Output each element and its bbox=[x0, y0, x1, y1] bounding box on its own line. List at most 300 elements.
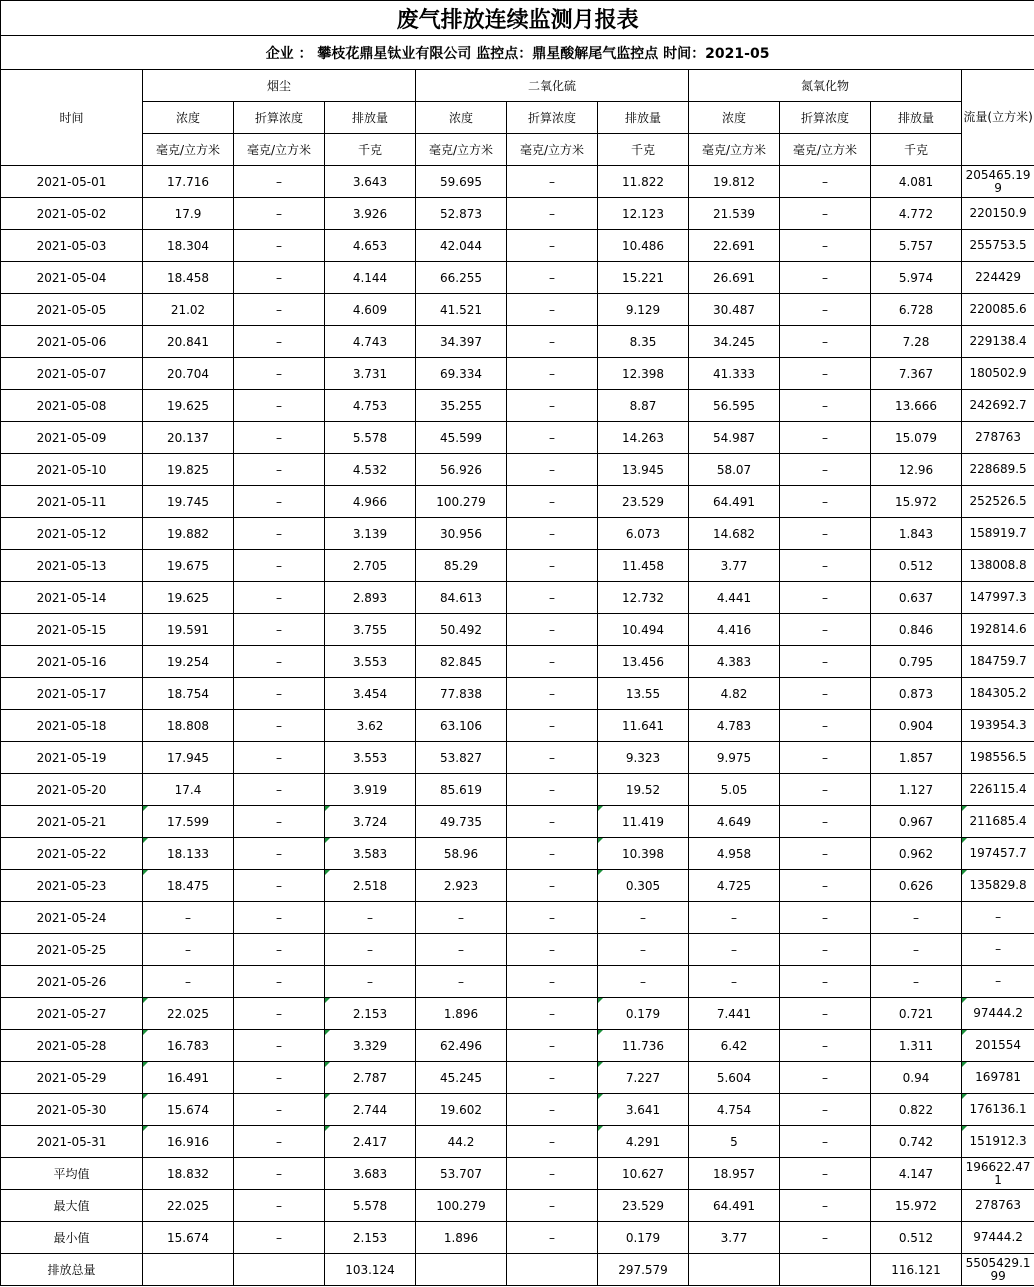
row-label-cell: 2021-05-19 bbox=[1, 742, 143, 774]
value-cell: – bbox=[507, 1158, 598, 1190]
value-cell: 15.221 bbox=[598, 262, 689, 294]
value-cell: – bbox=[780, 1094, 871, 1126]
value-cell: 4.147 bbox=[871, 1158, 962, 1190]
value-cell: 0.822 bbox=[871, 1094, 962, 1126]
value-cell: 0.94 bbox=[871, 1062, 962, 1094]
value-cell: 10.627 bbox=[598, 1158, 689, 1190]
value-cell: 4.441 bbox=[689, 582, 780, 614]
row-label-cell: 2021-05-11 bbox=[1, 486, 143, 518]
value-cell: – bbox=[507, 1062, 598, 1094]
row-label-cell: 2021-05-29 bbox=[1, 1062, 143, 1094]
value-cell: 3.77 bbox=[689, 1222, 780, 1254]
group-header-dust: 烟尘 bbox=[143, 70, 416, 102]
value-cell: 22.025 bbox=[143, 998, 234, 1030]
sub-header: 浓度 bbox=[143, 102, 234, 134]
row-label-cell: 2021-05-12 bbox=[1, 518, 143, 550]
value-cell: – bbox=[234, 838, 325, 870]
value-cell: 18.754 bbox=[143, 678, 234, 710]
value-cell: 19.625 bbox=[143, 582, 234, 614]
value-cell: 20.137 bbox=[143, 422, 234, 454]
value-cell: – bbox=[780, 934, 871, 966]
row-label-cell: 2021-05-06 bbox=[1, 326, 143, 358]
row-label-cell: 2021-05-25 bbox=[1, 934, 143, 966]
value-cell: – bbox=[507, 902, 598, 934]
value-cell: 9.975 bbox=[689, 742, 780, 774]
value-cell: 12.398 bbox=[598, 358, 689, 390]
value-cell: 228689.5 bbox=[962, 454, 1034, 486]
value-cell: 224429 bbox=[962, 262, 1034, 294]
table-row bbox=[1, 678, 1034, 710]
value-cell: 23.529 bbox=[598, 486, 689, 518]
table-row bbox=[1, 230, 1034, 262]
value-cell: 77.838 bbox=[416, 678, 507, 710]
value-cell: 138008.8 bbox=[962, 550, 1034, 582]
value-cell: 15.972 bbox=[871, 486, 962, 518]
sub-header: 排放量 bbox=[871, 102, 962, 134]
value-cell: – bbox=[780, 1030, 871, 1062]
value-cell: 0.626 bbox=[871, 870, 962, 902]
value-cell: – bbox=[507, 582, 598, 614]
value-cell: – bbox=[234, 614, 325, 646]
value-cell: 6.073 bbox=[598, 518, 689, 550]
value-cell: 26.691 bbox=[689, 262, 780, 294]
value-cell: 4.081 bbox=[871, 166, 962, 198]
value-cell: 49.735 bbox=[416, 806, 507, 838]
table-row bbox=[1, 1094, 1034, 1126]
table-row bbox=[1, 390, 1034, 422]
unit-header: 毫克/立方米 bbox=[689, 134, 780, 166]
value-cell: 56.926 bbox=[416, 454, 507, 486]
value-cell: – bbox=[780, 486, 871, 518]
table-row bbox=[1, 262, 1034, 294]
value-cell: 3.77 bbox=[689, 550, 780, 582]
value-cell: 62.496 bbox=[416, 1030, 507, 1062]
value-cell: 5.578 bbox=[325, 422, 416, 454]
value-cell: 211685.4 bbox=[962, 806, 1034, 838]
value-cell: – bbox=[962, 966, 1034, 998]
row-label-cell: 2021-05-30 bbox=[1, 1094, 143, 1126]
value-cell: 0.637 bbox=[871, 582, 962, 614]
table-row bbox=[1, 806, 1034, 838]
value-cell: – bbox=[234, 358, 325, 390]
value-cell: 242692.7 bbox=[962, 390, 1034, 422]
value-cell: 45.599 bbox=[416, 422, 507, 454]
value-cell: – bbox=[507, 326, 598, 358]
value-cell: 1.311 bbox=[871, 1030, 962, 1062]
value-cell: 0.873 bbox=[871, 678, 962, 710]
value-cell: 252526.5 bbox=[962, 486, 1034, 518]
table-row bbox=[1, 838, 1034, 870]
value-cell: 4.82 bbox=[689, 678, 780, 710]
row-label-cell: 2021-05-24 bbox=[1, 902, 143, 934]
row-label-cell: 2021-05-16 bbox=[1, 646, 143, 678]
value-cell bbox=[507, 1254, 598, 1286]
value-cell: 17.4 bbox=[143, 774, 234, 806]
value-cell: 82.845 bbox=[416, 646, 507, 678]
value-cell: – bbox=[234, 1222, 325, 1254]
value-cell: – bbox=[871, 934, 962, 966]
value-cell: – bbox=[689, 966, 780, 998]
table-row bbox=[1, 1190, 1034, 1222]
value-cell: 197457.7 bbox=[962, 838, 1034, 870]
value-cell: 4.966 bbox=[325, 486, 416, 518]
value-cell: – bbox=[689, 902, 780, 934]
sub-header: 排放量 bbox=[598, 102, 689, 134]
value-cell: – bbox=[507, 486, 598, 518]
table-row bbox=[1, 486, 1034, 518]
table-row bbox=[1, 454, 1034, 486]
table-row bbox=[1, 934, 1034, 966]
value-cell: 8.87 bbox=[598, 390, 689, 422]
value-cell: 18.475 bbox=[143, 870, 234, 902]
table-row bbox=[1, 742, 1034, 774]
value-cell: 176136.1 bbox=[962, 1094, 1034, 1126]
unit-header: 毫克/立方米 bbox=[234, 134, 325, 166]
value-cell: – bbox=[234, 582, 325, 614]
value-cell: – bbox=[780, 614, 871, 646]
unit-header: 毫克/立方米 bbox=[507, 134, 598, 166]
value-cell: 11.736 bbox=[598, 1030, 689, 1062]
value-cell: – bbox=[507, 806, 598, 838]
value-cell: – bbox=[780, 774, 871, 806]
row-label-cell: 2021-05-02 bbox=[1, 198, 143, 230]
row-label-cell: 2021-05-20 bbox=[1, 774, 143, 806]
value-cell: – bbox=[234, 294, 325, 326]
value-cell: 11.822 bbox=[598, 166, 689, 198]
value-cell: 19.591 bbox=[143, 614, 234, 646]
value-cell: – bbox=[780, 1222, 871, 1254]
value-cell: 19.825 bbox=[143, 454, 234, 486]
value-cell: 297.579 bbox=[598, 1254, 689, 1286]
value-cell bbox=[416, 1254, 507, 1286]
row-label-cell: 2021-05-18 bbox=[1, 710, 143, 742]
value-cell: – bbox=[780, 262, 871, 294]
value-cell: 4.653 bbox=[325, 230, 416, 262]
table-row bbox=[1, 550, 1034, 582]
value-cell: 5.757 bbox=[871, 230, 962, 262]
value-cell: 3.683 bbox=[325, 1158, 416, 1190]
value-cell: – bbox=[780, 1126, 871, 1158]
value-cell: – bbox=[962, 934, 1034, 966]
value-cell: 85.29 bbox=[416, 550, 507, 582]
value-cell: – bbox=[234, 1094, 325, 1126]
value-cell: 42.044 bbox=[416, 230, 507, 262]
value-cell: – bbox=[871, 902, 962, 934]
value-cell: 1.896 bbox=[416, 998, 507, 1030]
value-cell: 2.518 bbox=[325, 870, 416, 902]
value-cell: 1.857 bbox=[871, 742, 962, 774]
value-cell: 59.695 bbox=[416, 166, 507, 198]
value-cell: 201554 bbox=[962, 1030, 1034, 1062]
table-row bbox=[1, 422, 1034, 454]
value-cell: 220150.9 bbox=[962, 198, 1034, 230]
value-cell: – bbox=[780, 454, 871, 486]
value-cell: – bbox=[234, 326, 325, 358]
value-cell: 20.704 bbox=[143, 358, 234, 390]
value-cell: 18.133 bbox=[143, 838, 234, 870]
value-cell bbox=[689, 1254, 780, 1286]
value-cell: – bbox=[507, 518, 598, 550]
value-cell: 4.754 bbox=[689, 1094, 780, 1126]
value-cell: 34.245 bbox=[689, 326, 780, 358]
value-cell: – bbox=[507, 294, 598, 326]
value-cell: 15.674 bbox=[143, 1094, 234, 1126]
value-cell: 7.367 bbox=[871, 358, 962, 390]
value-cell: 4.783 bbox=[689, 710, 780, 742]
value-cell: – bbox=[507, 742, 598, 774]
value-cell: – bbox=[325, 934, 416, 966]
value-cell: 22.691 bbox=[689, 230, 780, 262]
value-cell: – bbox=[507, 262, 598, 294]
value-cell: – bbox=[780, 390, 871, 422]
value-cell: – bbox=[234, 806, 325, 838]
row-label-cell: 2021-05-21 bbox=[1, 806, 143, 838]
value-cell: – bbox=[234, 486, 325, 518]
value-cell: 184759.7 bbox=[962, 646, 1034, 678]
value-cell: 16.783 bbox=[143, 1030, 234, 1062]
value-cell: – bbox=[780, 998, 871, 1030]
value-cell: – bbox=[507, 198, 598, 230]
value-cell: 11.458 bbox=[598, 550, 689, 582]
value-cell: 3.724 bbox=[325, 806, 416, 838]
value-cell: – bbox=[780, 1190, 871, 1222]
value-cell: 3.755 bbox=[325, 614, 416, 646]
table-row bbox=[1, 358, 1034, 390]
value-cell: – bbox=[780, 902, 871, 934]
value-cell: 4.532 bbox=[325, 454, 416, 486]
value-cell: – bbox=[234, 454, 325, 486]
value-cell: 58.96 bbox=[416, 838, 507, 870]
value-cell: 192814.6 bbox=[962, 614, 1034, 646]
table-row bbox=[1, 294, 1034, 326]
value-cell: 9.323 bbox=[598, 742, 689, 774]
row-label-cell: 2021-05-05 bbox=[1, 294, 143, 326]
row-label-cell: 2021-05-01 bbox=[1, 166, 143, 198]
value-cell: 4.609 bbox=[325, 294, 416, 326]
value-cell: – bbox=[962, 902, 1034, 934]
table-row bbox=[1, 966, 1034, 998]
value-cell: – bbox=[780, 1158, 871, 1190]
table-row bbox=[1, 166, 1034, 198]
value-cell: 19.602 bbox=[416, 1094, 507, 1126]
value-cell: 5.578 bbox=[325, 1190, 416, 1222]
value-cell: – bbox=[871, 966, 962, 998]
value-cell: 7.441 bbox=[689, 998, 780, 1030]
row-label-cell: 最小值 bbox=[1, 1222, 143, 1254]
value-cell: 19.745 bbox=[143, 486, 234, 518]
value-cell: – bbox=[507, 838, 598, 870]
flow-header: 流量(立方米) bbox=[962, 70, 1034, 166]
value-cell: 278763 bbox=[962, 422, 1034, 454]
row-label-cell: 2021-05-15 bbox=[1, 614, 143, 646]
row-label-cell: 平均值 bbox=[1, 1158, 143, 1190]
value-cell: – bbox=[507, 966, 598, 998]
value-cell: – bbox=[507, 454, 598, 486]
value-cell: – bbox=[234, 230, 325, 262]
value-cell: 45.245 bbox=[416, 1062, 507, 1094]
row-label-cell: 2021-05-04 bbox=[1, 262, 143, 294]
value-cell: 116.121 bbox=[871, 1254, 962, 1286]
value-cell: – bbox=[507, 1094, 598, 1126]
value-cell: 135829.8 bbox=[962, 870, 1034, 902]
value-cell: 0.742 bbox=[871, 1126, 962, 1158]
unit-header: 毫克/立方米 bbox=[143, 134, 234, 166]
value-cell: – bbox=[143, 966, 234, 998]
value-cell: 4.725 bbox=[689, 870, 780, 902]
value-cell: 16.916 bbox=[143, 1126, 234, 1158]
value-cell: 2.787 bbox=[325, 1062, 416, 1094]
value-cell: 41.521 bbox=[416, 294, 507, 326]
value-cell: 12.732 bbox=[598, 582, 689, 614]
value-cell: 0.721 bbox=[871, 998, 962, 1030]
value-cell: 18.957 bbox=[689, 1158, 780, 1190]
value-cell: 0.904 bbox=[871, 710, 962, 742]
value-cell: – bbox=[507, 646, 598, 678]
value-cell: – bbox=[234, 1062, 325, 1094]
value-cell: 15.079 bbox=[871, 422, 962, 454]
value-cell: – bbox=[507, 774, 598, 806]
value-cell: – bbox=[507, 390, 598, 422]
value-cell: 13.945 bbox=[598, 454, 689, 486]
table-row bbox=[1, 1158, 1034, 1190]
value-cell: – bbox=[507, 678, 598, 710]
value-cell: 13.456 bbox=[598, 646, 689, 678]
value-cell: – bbox=[780, 838, 871, 870]
value-cell: 13.55 bbox=[598, 678, 689, 710]
row-label-cell: 2021-05-28 bbox=[1, 1030, 143, 1062]
value-cell: 1.127 bbox=[871, 774, 962, 806]
value-cell: 4.291 bbox=[598, 1126, 689, 1158]
value-cell: 4.144 bbox=[325, 262, 416, 294]
value-cell: – bbox=[234, 1030, 325, 1062]
value-cell: 4.772 bbox=[871, 198, 962, 230]
value-cell: – bbox=[234, 998, 325, 1030]
value-cell: – bbox=[689, 934, 780, 966]
value-cell: 19.882 bbox=[143, 518, 234, 550]
value-cell: – bbox=[780, 326, 871, 358]
unit-header: 千克 bbox=[598, 134, 689, 166]
row-label-cell: 2021-05-26 bbox=[1, 966, 143, 998]
table-row bbox=[1, 614, 1034, 646]
value-cell: 69.334 bbox=[416, 358, 507, 390]
value-cell: 226115.4 bbox=[962, 774, 1034, 806]
value-cell: – bbox=[780, 294, 871, 326]
value-cell: 0.846 bbox=[871, 614, 962, 646]
value-cell: – bbox=[325, 966, 416, 998]
value-cell: – bbox=[780, 422, 871, 454]
value-cell: 2.417 bbox=[325, 1126, 416, 1158]
value-cell: 4.958 bbox=[689, 838, 780, 870]
value-cell: 169781 bbox=[962, 1062, 1034, 1094]
value-cell: 16.491 bbox=[143, 1062, 234, 1094]
value-cell: – bbox=[507, 614, 598, 646]
value-cell: 3.731 bbox=[325, 358, 416, 390]
value-cell: – bbox=[507, 550, 598, 582]
group-header-nox: 氮氧化物 bbox=[689, 70, 962, 102]
value-cell: – bbox=[234, 518, 325, 550]
value-cell: 64.491 bbox=[689, 1190, 780, 1222]
value-cell: 5 bbox=[689, 1126, 780, 1158]
row-label-cell: 2021-05-31 bbox=[1, 1126, 143, 1158]
value-cell: 11.419 bbox=[598, 806, 689, 838]
value-cell: – bbox=[507, 934, 598, 966]
value-cell: – bbox=[780, 198, 871, 230]
value-cell: 15.674 bbox=[143, 1222, 234, 1254]
value-cell: – bbox=[780, 358, 871, 390]
value-cell: – bbox=[234, 166, 325, 198]
value-cell: – bbox=[143, 902, 234, 934]
value-cell: – bbox=[507, 1030, 598, 1062]
value-cell: 30.956 bbox=[416, 518, 507, 550]
row-label-cell: 最大值 bbox=[1, 1190, 143, 1222]
value-cell: 97444.2 bbox=[962, 998, 1034, 1030]
value-cell: 3.926 bbox=[325, 198, 416, 230]
value-cell: – bbox=[598, 966, 689, 998]
value-cell: 4.753 bbox=[325, 390, 416, 422]
value-cell: – bbox=[234, 1158, 325, 1190]
value-cell: 66.255 bbox=[416, 262, 507, 294]
value-cell: – bbox=[780, 710, 871, 742]
value-cell: – bbox=[780, 230, 871, 262]
value-cell: 196622.471 bbox=[962, 1158, 1034, 1190]
value-cell: 22.025 bbox=[143, 1190, 234, 1222]
value-cell: – bbox=[416, 966, 507, 998]
value-cell: 84.613 bbox=[416, 582, 507, 614]
value-cell: – bbox=[780, 870, 871, 902]
report-title: 废气排放连续监测月报表 bbox=[1, 1, 1034, 36]
value-cell: 3.329 bbox=[325, 1030, 416, 1062]
value-cell: 56.595 bbox=[689, 390, 780, 422]
value-cell: 2.153 bbox=[325, 998, 416, 1030]
value-cell: 53.707 bbox=[416, 1158, 507, 1190]
sub-header: 浓度 bbox=[416, 102, 507, 134]
row-label-cell: 2021-05-10 bbox=[1, 454, 143, 486]
value-cell bbox=[143, 1254, 234, 1286]
value-cell: – bbox=[234, 1126, 325, 1158]
value-cell: 53.827 bbox=[416, 742, 507, 774]
sub-header: 浓度 bbox=[689, 102, 780, 134]
value-cell: 3.553 bbox=[325, 646, 416, 678]
value-cell: 54.987 bbox=[689, 422, 780, 454]
value-cell: – bbox=[416, 902, 507, 934]
table-row bbox=[1, 198, 1034, 230]
row-label-cell: 排放总量 bbox=[1, 1254, 143, 1286]
row-label-cell: 2021-05-08 bbox=[1, 390, 143, 422]
value-cell: 1.843 bbox=[871, 518, 962, 550]
value-cell: 103.124 bbox=[325, 1254, 416, 1286]
value-cell: 3.139 bbox=[325, 518, 416, 550]
value-cell: – bbox=[507, 1126, 598, 1158]
table-row bbox=[1, 1030, 1034, 1062]
value-cell: 18.832 bbox=[143, 1158, 234, 1190]
value-cell: – bbox=[234, 710, 325, 742]
value-cell: 0.512 bbox=[871, 550, 962, 582]
value-cell: 21.539 bbox=[689, 198, 780, 230]
value-cell: 17.9 bbox=[143, 198, 234, 230]
value-cell: 198556.5 bbox=[962, 742, 1034, 774]
value-cell: 6.728 bbox=[871, 294, 962, 326]
value-cell: 19.52 bbox=[598, 774, 689, 806]
unit-header: 千克 bbox=[325, 134, 416, 166]
value-cell: 34.397 bbox=[416, 326, 507, 358]
table-row bbox=[1, 518, 1034, 550]
row-label-cell: 2021-05-22 bbox=[1, 838, 143, 870]
value-cell: 0.795 bbox=[871, 646, 962, 678]
value-cell: – bbox=[780, 966, 871, 998]
table-row bbox=[1, 1062, 1034, 1094]
value-cell: 11.641 bbox=[598, 710, 689, 742]
value-cell: – bbox=[507, 998, 598, 1030]
